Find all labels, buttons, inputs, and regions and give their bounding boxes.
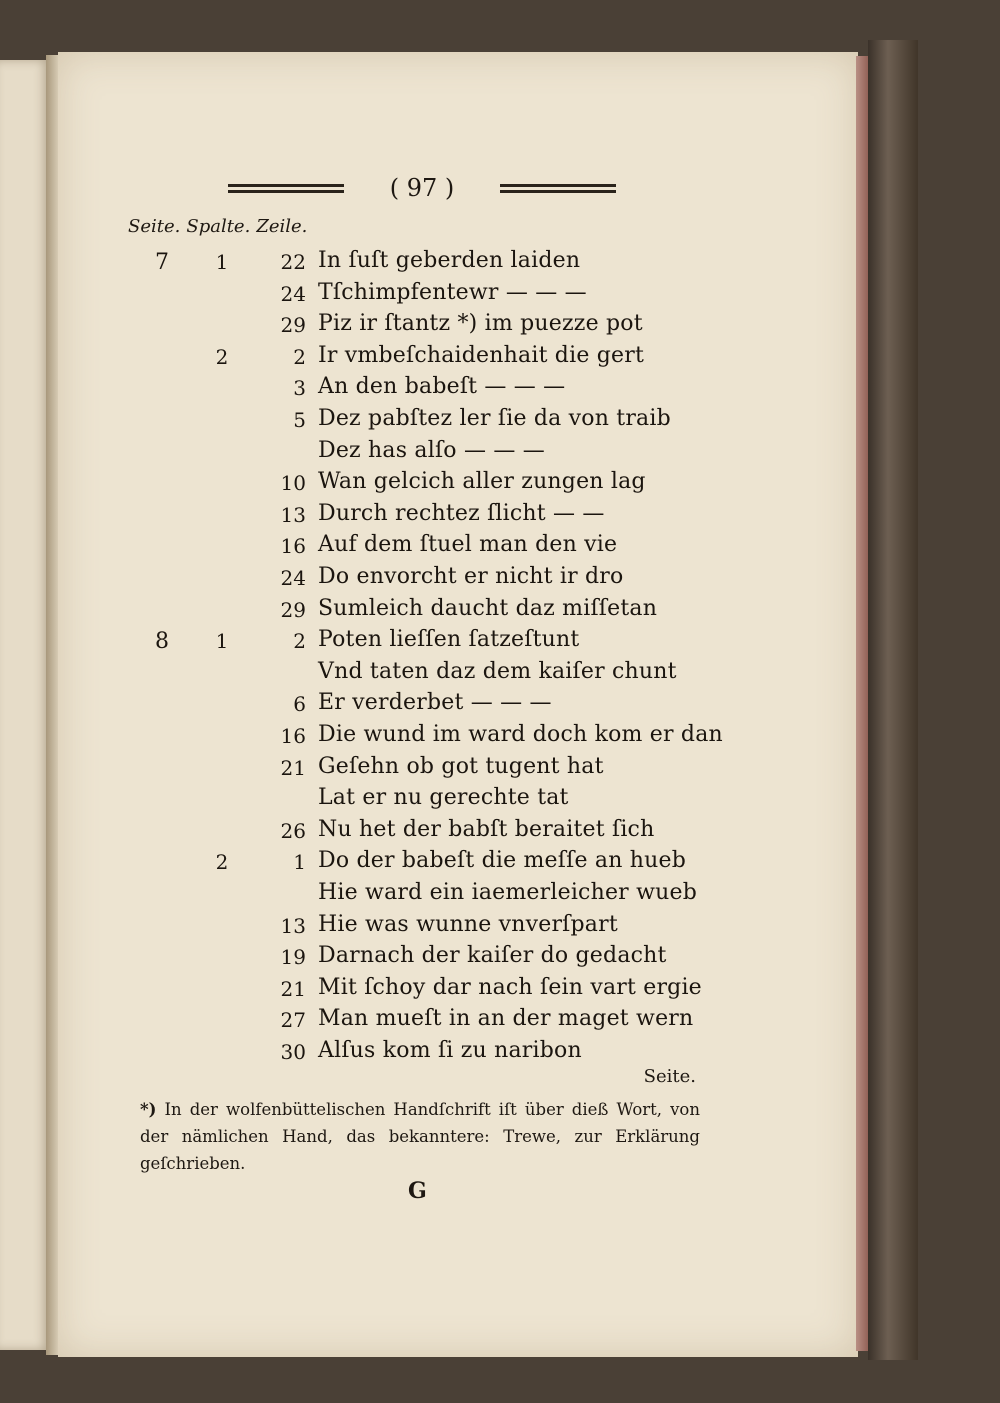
row-seite: 8 <box>155 629 169 655</box>
row-zeile: 3 <box>293 376 306 401</box>
row-spalte: 1 <box>215 250 229 274</box>
errata-row <box>0 564 760 594</box>
row-text: Piz ir ſtantz *) im puezze pot <box>318 311 643 337</box>
row-zeile: 2 <box>293 629 306 654</box>
errata-row <box>0 943 760 973</box>
errata-row <box>0 374 760 404</box>
errata-row <box>0 406 760 436</box>
row-spalte: 1 <box>215 629 229 654</box>
errata-row <box>0 754 760 784</box>
errata-row <box>0 469 760 499</box>
row-zeile: 22 <box>280 250 306 274</box>
errata-row <box>0 343 760 373</box>
row-zeile: 24 <box>280 566 306 590</box>
errata-row <box>0 785 760 815</box>
row-text: Er verderbet — — — <box>318 690 552 716</box>
errata-row <box>0 975 760 1005</box>
errata-row <box>0 248 760 278</box>
row-zeile: 2 <box>293 344 306 369</box>
row-text: An den babeſt — — — <box>318 374 566 400</box>
header-rule-left <box>228 184 344 193</box>
row-text: Vnd taten daz dem kaiſer chunt <box>318 658 677 684</box>
row-zeile: 21 <box>280 755 306 780</box>
row-text: Hie ward ein iaemerleicher wueb <box>318 880 697 905</box>
errata-row <box>0 690 760 720</box>
row-text: Durch rechtez ſlicht — — <box>318 500 605 526</box>
row-zeile: 24 <box>280 281 306 306</box>
row-seite: 7 <box>155 250 169 275</box>
footnote-mark: *) <box>140 1100 157 1119</box>
heading-spalte: Spalte. <box>186 216 251 237</box>
errata-row <box>0 817 760 847</box>
row-zeile: 13 <box>280 913 306 938</box>
errata-row <box>0 438 760 468</box>
errata-row <box>0 848 760 878</box>
errata-row <box>0 912 760 942</box>
row-zeile: 10 <box>280 471 306 496</box>
row-text: Sumleich daucht daz miſſetan <box>318 595 658 621</box>
row-zeile: 5 <box>293 408 306 432</box>
book-cover-edge <box>868 40 918 1360</box>
errata-row <box>0 659 760 689</box>
errata-row <box>0 501 760 531</box>
row-text: Do der babeſt die meſſe an hueb <box>318 848 686 874</box>
errata-row <box>0 1006 760 1036</box>
row-zeile: 27 <box>280 1008 306 1033</box>
row-text: Dez has alſo — — — <box>318 437 545 463</box>
row-zeile: 13 <box>280 502 306 527</box>
errata-row <box>0 596 760 626</box>
heading-zeile: Zeile. <box>256 216 308 237</box>
errata-row <box>0 532 760 562</box>
row-text: Geſehn ob got tugent hat <box>318 753 604 779</box>
row-text: In ſuſt geberden laiden <box>318 248 581 273</box>
row-text: Nu het der babſt beraitet ſich <box>318 816 655 842</box>
row-spalte: 2 <box>215 344 229 369</box>
row-zeile: 16 <box>280 534 306 559</box>
row-spalte: 2 <box>215 850 229 875</box>
errata-row <box>0 311 760 341</box>
row-zeile: 16 <box>280 724 306 748</box>
column-headings <box>128 216 307 237</box>
row-zeile: 1 <box>293 850 306 875</box>
row-text: Wan gelcich aller zungen lag <box>318 469 646 495</box>
header-rule-right <box>500 184 616 193</box>
row-text: Mit ſchoy dar nach ſein vart ergie <box>318 974 702 1000</box>
footnote <box>140 1096 700 1177</box>
row-zeile: 30 <box>280 1040 306 1064</box>
page-number: ( 97 ) <box>389 174 455 202</box>
errata-row <box>0 1038 760 1068</box>
row-zeile: 29 <box>280 597 306 622</box>
row-zeile: 29 <box>280 313 306 338</box>
row-text: Die wund im ward doch kom er dan <box>318 722 723 747</box>
row-text: Tſchimpfentewr — — — <box>318 279 587 305</box>
row-zeile: 26 <box>280 818 306 843</box>
errata-row <box>0 627 760 657</box>
row-text: Poten lieſſen ſatzeſtunt <box>318 627 580 653</box>
row-text: Alſus kom ſi zu naribon <box>318 1038 582 1063</box>
catchword: Seite. <box>643 1066 696 1087</box>
page-header <box>228 168 616 208</box>
row-text: Hie was wunne vnverſpart <box>318 911 618 937</box>
row-text: Ir vmbeſchaidenhait die gert <box>318 342 644 368</box>
errata-row <box>0 880 760 910</box>
row-text: Do envorcht er nicht ir dro <box>318 564 624 589</box>
row-text: Auf dem ſtuel man den vie <box>318 532 618 558</box>
row-text: Lat er nu gerechte tat <box>318 785 569 811</box>
row-zeile: 19 <box>280 945 306 970</box>
row-text: Man mueſt in an der maget wern <box>318 1006 694 1032</box>
signature-mark: G <box>408 1178 427 1204</box>
row-text: Dez pabſtez ler ſie da von traib <box>318 406 671 431</box>
row-text: Darnach der kaiſer do gedacht <box>318 943 667 969</box>
heading-seite: Seite. <box>128 216 181 237</box>
footnote-text: In der wolfenbüttelischen Handſchrift iſt über dieß Wort, von der nämlichen Hand, das bekanntere: Trewe, zur Erklärung geſchrieben. <box>140 1100 700 1173</box>
errata-row <box>0 280 760 310</box>
errata-row <box>0 722 760 752</box>
row-zeile: 6 <box>293 692 306 717</box>
row-zeile: 21 <box>280 976 306 1001</box>
